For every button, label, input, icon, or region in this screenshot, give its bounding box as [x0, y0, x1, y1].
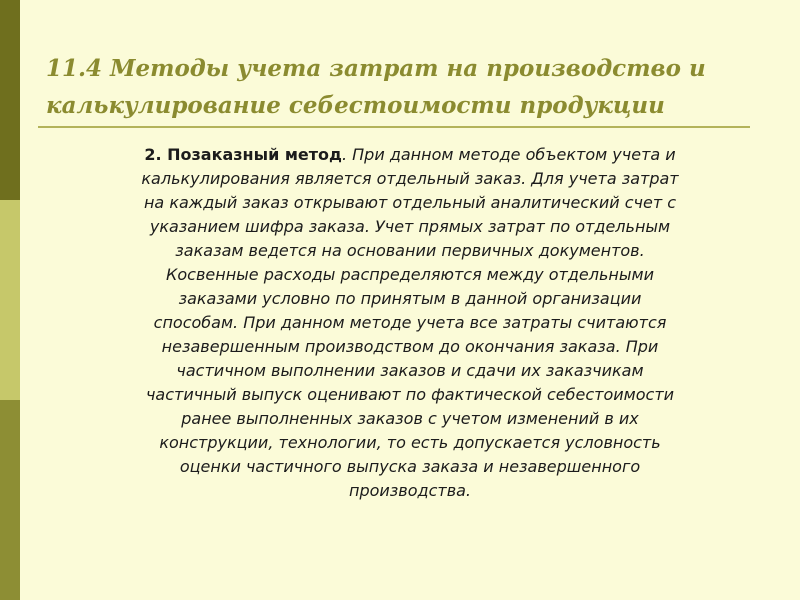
slide-title [46, 50, 766, 124]
title-divider [38, 126, 750, 128]
body-text: . При данном методе объектом учета и калькулирования является отдельный заказ. Для учета затрат на каждый заказ открывают отдельный аналитический счет с указанием шифра заказа. Учет прямых затрат по отдельным заказам ведется на основании первичных документов. Косвенные расходы распределяются между отдельными заказами условно по принятым в данной организации способам. При данном методе учета все затраты считаются незавершенным производством до окончания заказа. При частичном выполнении заказов и сдачи их заказчикам частичный выпуск оценивают по фактической себестоимости ранее выполненных заказов с учетом изменений в их конструкции, технологии, то есть допускается условность оценки частичного выпуска заказа и незавершенного производства. [141, 145, 679, 500]
sidebar-block-top [0, 0, 20, 200]
slide-title-line1: 11.4 Методы учета затрат на производство и [46, 55, 706, 82]
slide-body [70, 143, 750, 503]
slide-title-line2: калькулирование себестоимости продукции [46, 92, 665, 119]
body-lead: 2. Позаказный метод [144, 145, 342, 164]
sidebar-block-middle [0, 200, 20, 400]
sidebar-block-bottom [0, 400, 20, 600]
